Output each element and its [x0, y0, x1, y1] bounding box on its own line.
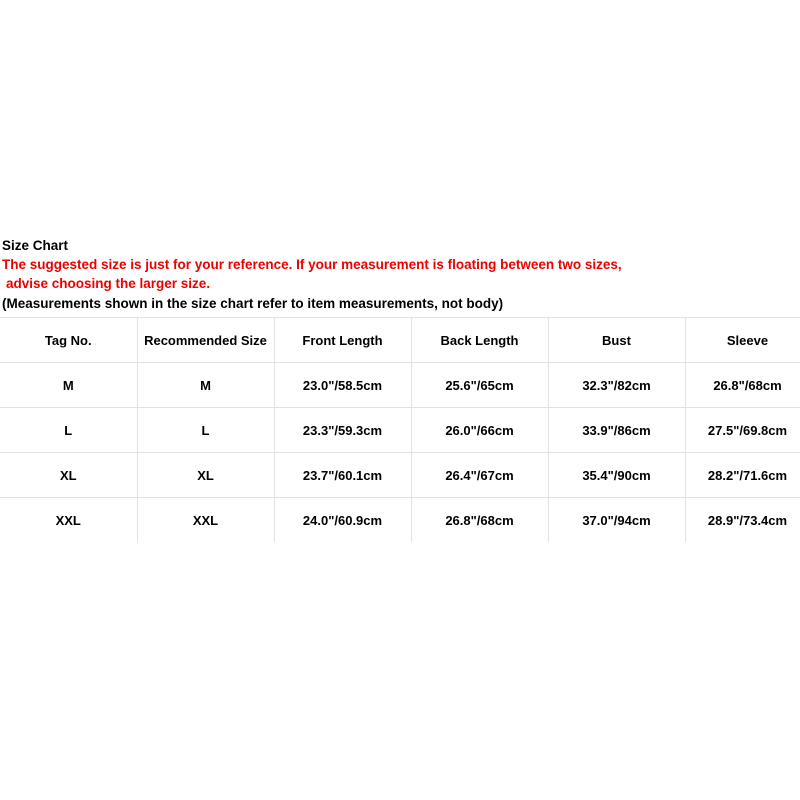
- cell-front-length: 23.0"/58.5cm: [274, 363, 411, 408]
- cell-sleeve: 28.9"/73.4cm: [685, 498, 800, 543]
- size-notice-line-1: The suggested size is just for your reference. If your measurement is floating between two sizes,: [2, 257, 622, 272]
- cell-bust: 35.4"/90cm: [548, 453, 685, 498]
- cell-recommended-size: XL: [137, 453, 274, 498]
- size-chart-title: Size Chart: [2, 238, 69, 253]
- cell-recommended-size: L: [137, 408, 274, 453]
- cell-bust: 37.0"/94cm: [548, 498, 685, 543]
- measurement-note: (Measurements shown in the size chart refer to item measurements, not body): [2, 296, 504, 311]
- header-back-length: Back Length: [411, 318, 548, 363]
- cell-recommended-size: XXL: [137, 498, 274, 543]
- header-recommended-size: Recommended Size: [137, 318, 274, 363]
- header-front-length: Front Length: [274, 318, 411, 363]
- cell-bust: 32.3"/82cm: [548, 363, 685, 408]
- table-row: [0, 363, 800, 408]
- table-row: [0, 453, 800, 498]
- header-bust: Bust: [548, 318, 685, 363]
- size-table: [0, 317, 800, 542]
- cell-sleeve: 28.2"/71.6cm: [685, 453, 800, 498]
- size-notice-line-2: advise choosing the larger size.: [6, 276, 211, 291]
- cell-front-length: 23.3"/59.3cm: [274, 408, 411, 453]
- cell-back-length: 25.6"/65cm: [411, 363, 548, 408]
- header-tag-no: Tag No.: [0, 318, 137, 363]
- table-row: [0, 408, 800, 453]
- cell-back-length: 26.4"/67cm: [411, 453, 548, 498]
- cell-tag-no: XL: [0, 453, 137, 498]
- cell-tag-no: L: [0, 408, 137, 453]
- table-header-row: [0, 318, 800, 363]
- cell-bust: 33.9"/86cm: [548, 408, 685, 453]
- cell-back-length: 26.0"/66cm: [411, 408, 548, 453]
- cell-front-length: 24.0"/60.9cm: [274, 498, 411, 543]
- cell-sleeve: 26.8"/68cm: [685, 363, 800, 408]
- header-sleeve: Sleeve: [685, 318, 800, 363]
- size-chart-sheet: [0, 236, 800, 542]
- cell-tag-no: M: [0, 363, 137, 408]
- size-notice: [0, 255, 800, 293]
- cell-recommended-size: M: [137, 363, 274, 408]
- cell-back-length: 26.8"/68cm: [411, 498, 548, 543]
- cell-sleeve: 27.5"/69.8cm: [685, 408, 800, 453]
- cell-tag-no: XXL: [0, 498, 137, 543]
- cell-front-length: 23.7"/60.1cm: [274, 453, 411, 498]
- table-row: [0, 498, 800, 543]
